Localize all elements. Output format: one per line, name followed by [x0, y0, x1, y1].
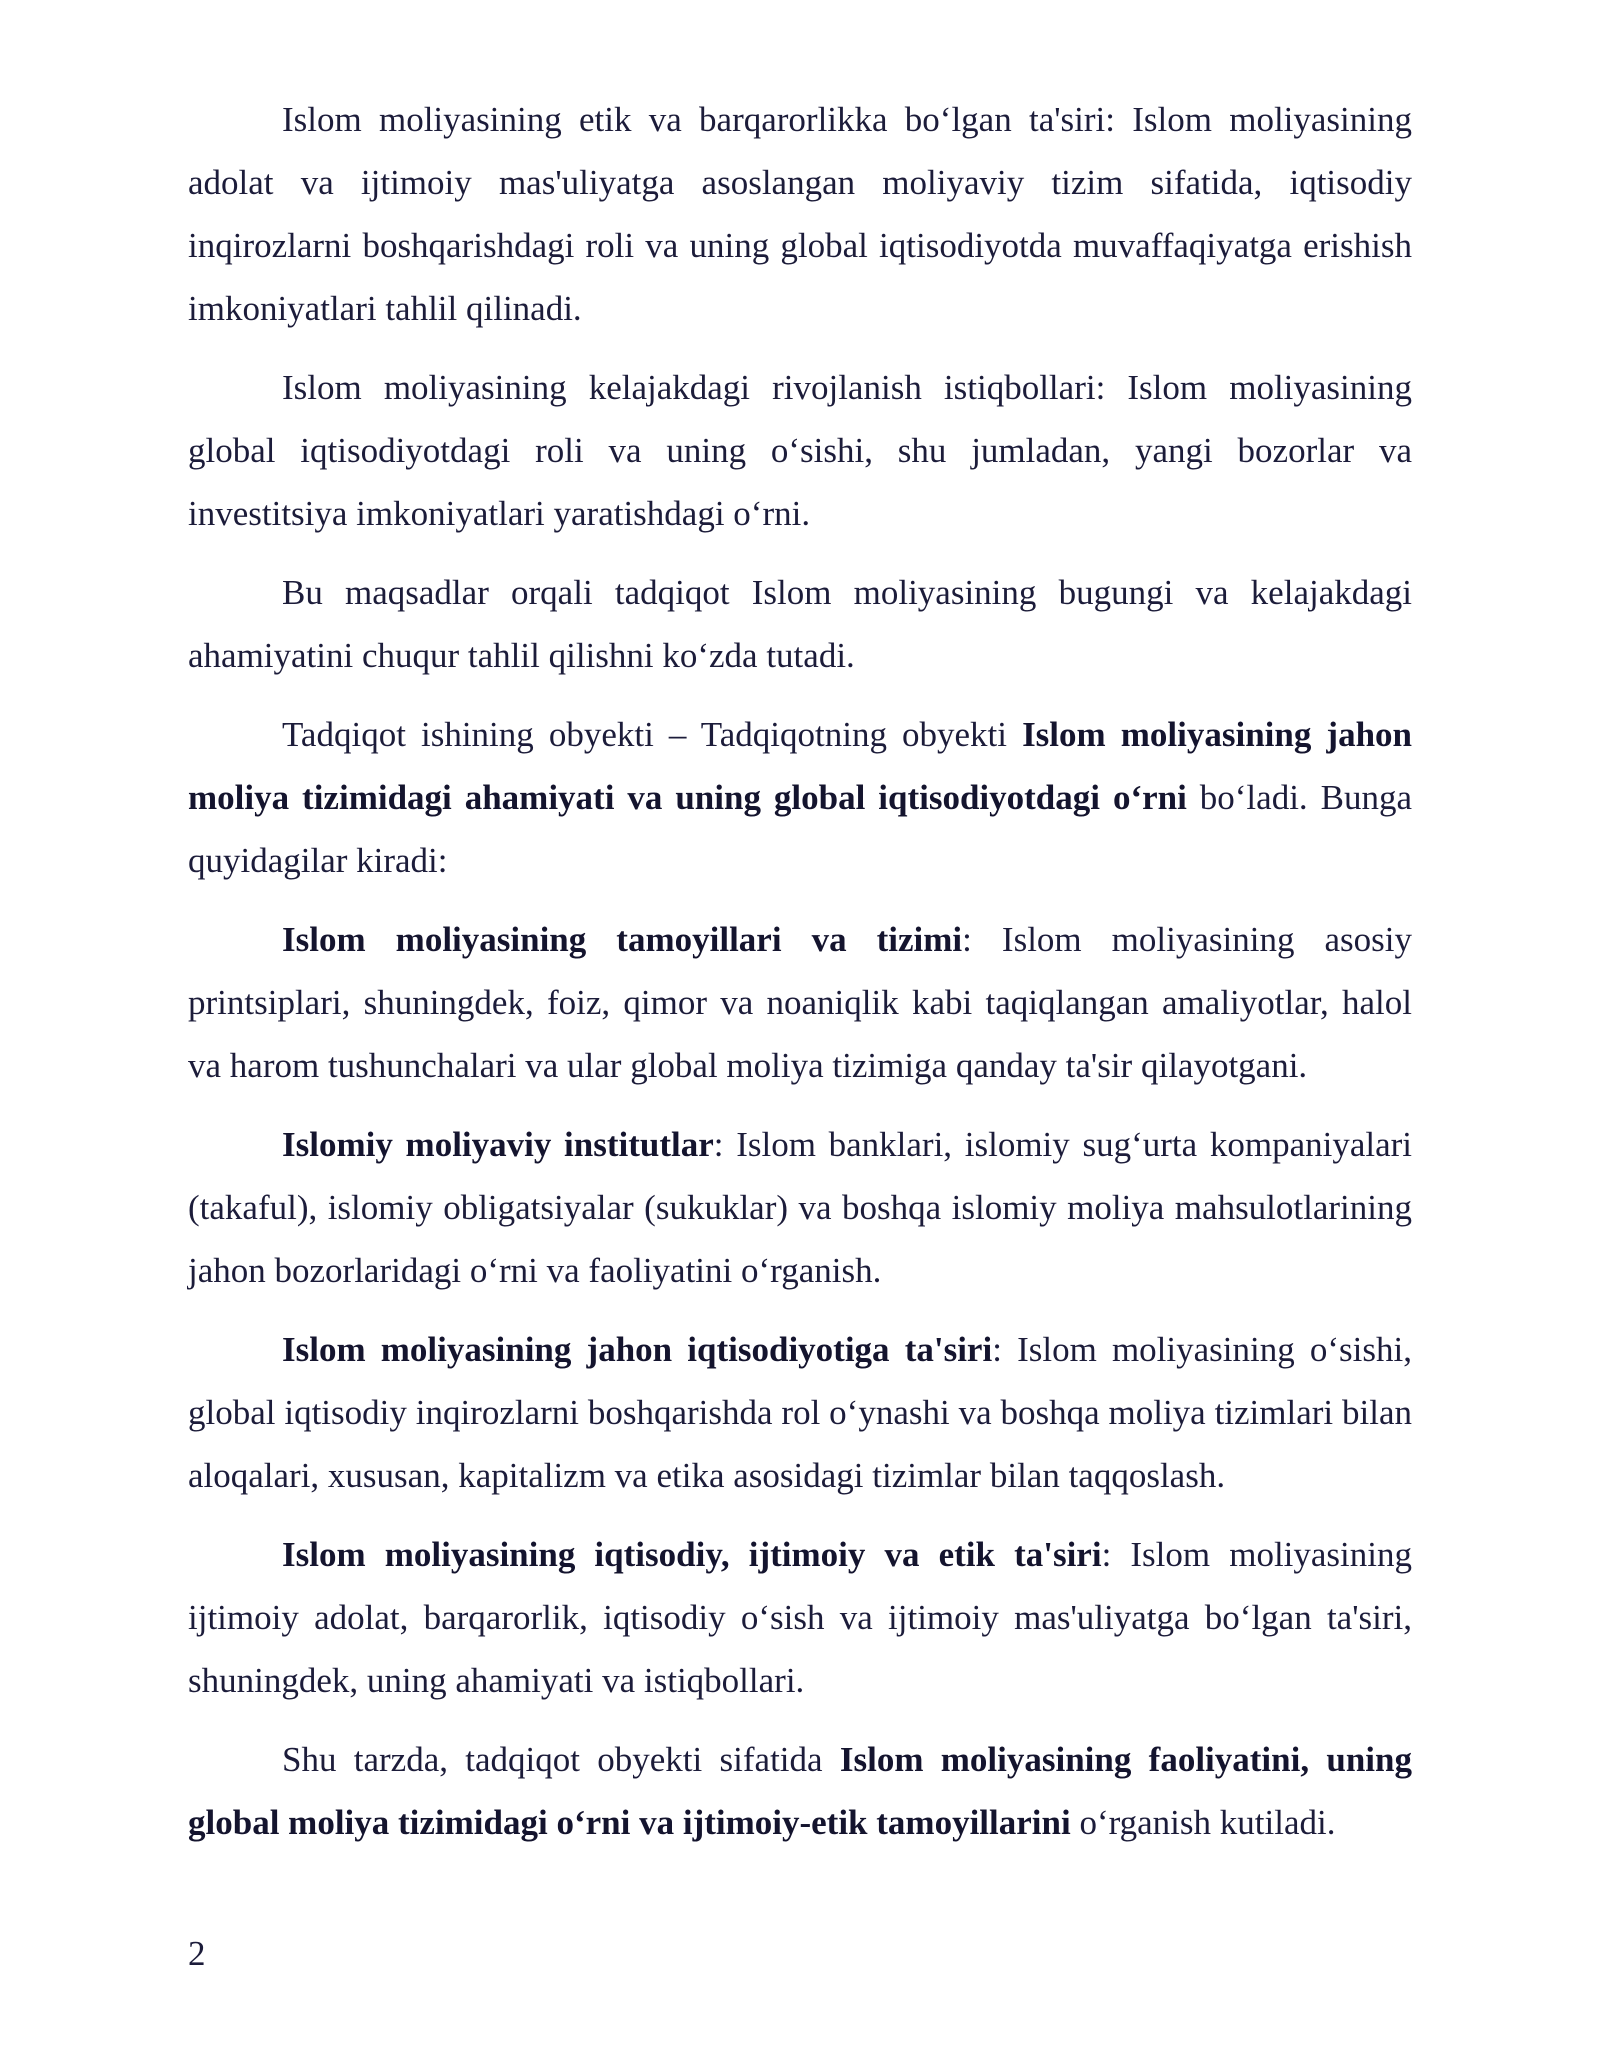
list-item-text: : Islom banklari, islomiy sug‘urta kompaniyalari (takaful), islomiy obligatsiyalar (sukuklar) va boshqa islomiy moliya mahsulotlarining jahon bozorlaridagi o‘rni va faoliyatini o‘rganish.: [188, 1125, 1413, 1290]
paragraph-text-post: o‘rganish kutiladi.: [1070, 1803, 1336, 1842]
paragraph-text-pre: Tadqiqot ishining obyekti – Tadqiqotning obyekti: [282, 715, 1023, 754]
paragraph-closing: [188, 1728, 1412, 1854]
paragraph-goals-summary: [188, 561, 1412, 687]
list-item-text: : Islom moliyasining asosiy printsiplari, shuningdek, foiz, qimor va noaniqlik kabi taqiqlangan amaliyotlar, halol va harom tushunchalari va ular global moliya tizimiga qanday ta'sir qilayotgani.: [188, 920, 1413, 1085]
list-item-title: Islomiy moliyaviy institutlar: [282, 1125, 714, 1164]
document-page: [188, 88, 1412, 1870]
paragraph-text-pre: Shu tarzda, tadqiqot obyekti sifatida: [282, 1740, 840, 1779]
paragraph-bold-text: Islom moliyasining jahon moliya tizimidagi ahamiyati va uning global iqtisodiyotdagi o‘rni: [188, 715, 1412, 817]
paragraph-text-post: bo‘ladi. Bunga quyidagilar kiradi:: [188, 778, 1412, 880]
list-item-institutions: [188, 1113, 1412, 1302]
paragraph-research-object: [188, 703, 1412, 892]
paragraph-bold-text: Islom moliyasining faoliyatini, uning global moliya tizimidagi o‘rni va ijtimoiy-etik tamoyillarini: [188, 1740, 1412, 1842]
paragraph-text: Islom moliyasining kelajakdagi rivojlanish istiqbollari: Islom moliyasining global iqtisodiyotdagi roli va uning o‘sishi, shu jumladan, yangi bozorlar va investitsiya imkoniyatlari yaratishdagi o‘rni.: [188, 368, 1412, 533]
list-item-global-impact: [188, 1318, 1412, 1507]
page-number: 2: [188, 1934, 206, 1973]
paragraph-ethics: [188, 88, 1412, 340]
list-item-title: Islom moliyasining tamoyillari va tizimi: [282, 920, 963, 959]
paragraph-text: Islom moliyasining etik va barqarorlikka bo‘lgan ta'siri: Islom moliyasining adolat va ijtimoiy mas'uliyatga asoslangan moliyaviy tizim sifatida, iqtisodiy inqirozlarni boshqarishdagi roli va uning global iqtisodiyotda muvaffaqiyatga erishish imkoniyatlari tahlil qilinadi.: [188, 100, 1412, 328]
paragraph-future-prospects: [188, 356, 1412, 545]
list-item-title: Islom moliyasining jahon iqtisodiyotiga ta'siri: [282, 1330, 993, 1369]
list-item-title: Islom moliyasining iqtisodiy, ijtimoiy va etik ta'siri: [282, 1535, 1102, 1574]
list-item-text: : Islom moliyasining ijtimoiy adolat, barqarorlik, iqtisodiy o‘sish va ijtimoiy mas'uliyatga bo‘lgan ta'siri, shuningdek, uning ahamiyati va istiqbollari.: [188, 1535, 1412, 1700]
list-item-principles: [188, 908, 1412, 1097]
paragraph-text: Bu maqsadlar orqali tadqiqot Islom moliyasining bugungi va kelajakdagi ahamiyatini chuqur tahlil qilishni ko‘zda tutadi.: [188, 573, 1412, 675]
list-item-text: : Islom moliyasining o‘sishi, global iqtisodiy inqirozlarni boshqarishda rol o‘ynashi va boshqa moliya tizimlari bilan aloqalari, xususan, kapitalizm va etika asosidagi tizimlar bilan taqqoslash.: [188, 1330, 1412, 1495]
list-item-social-impact: [188, 1523, 1412, 1712]
